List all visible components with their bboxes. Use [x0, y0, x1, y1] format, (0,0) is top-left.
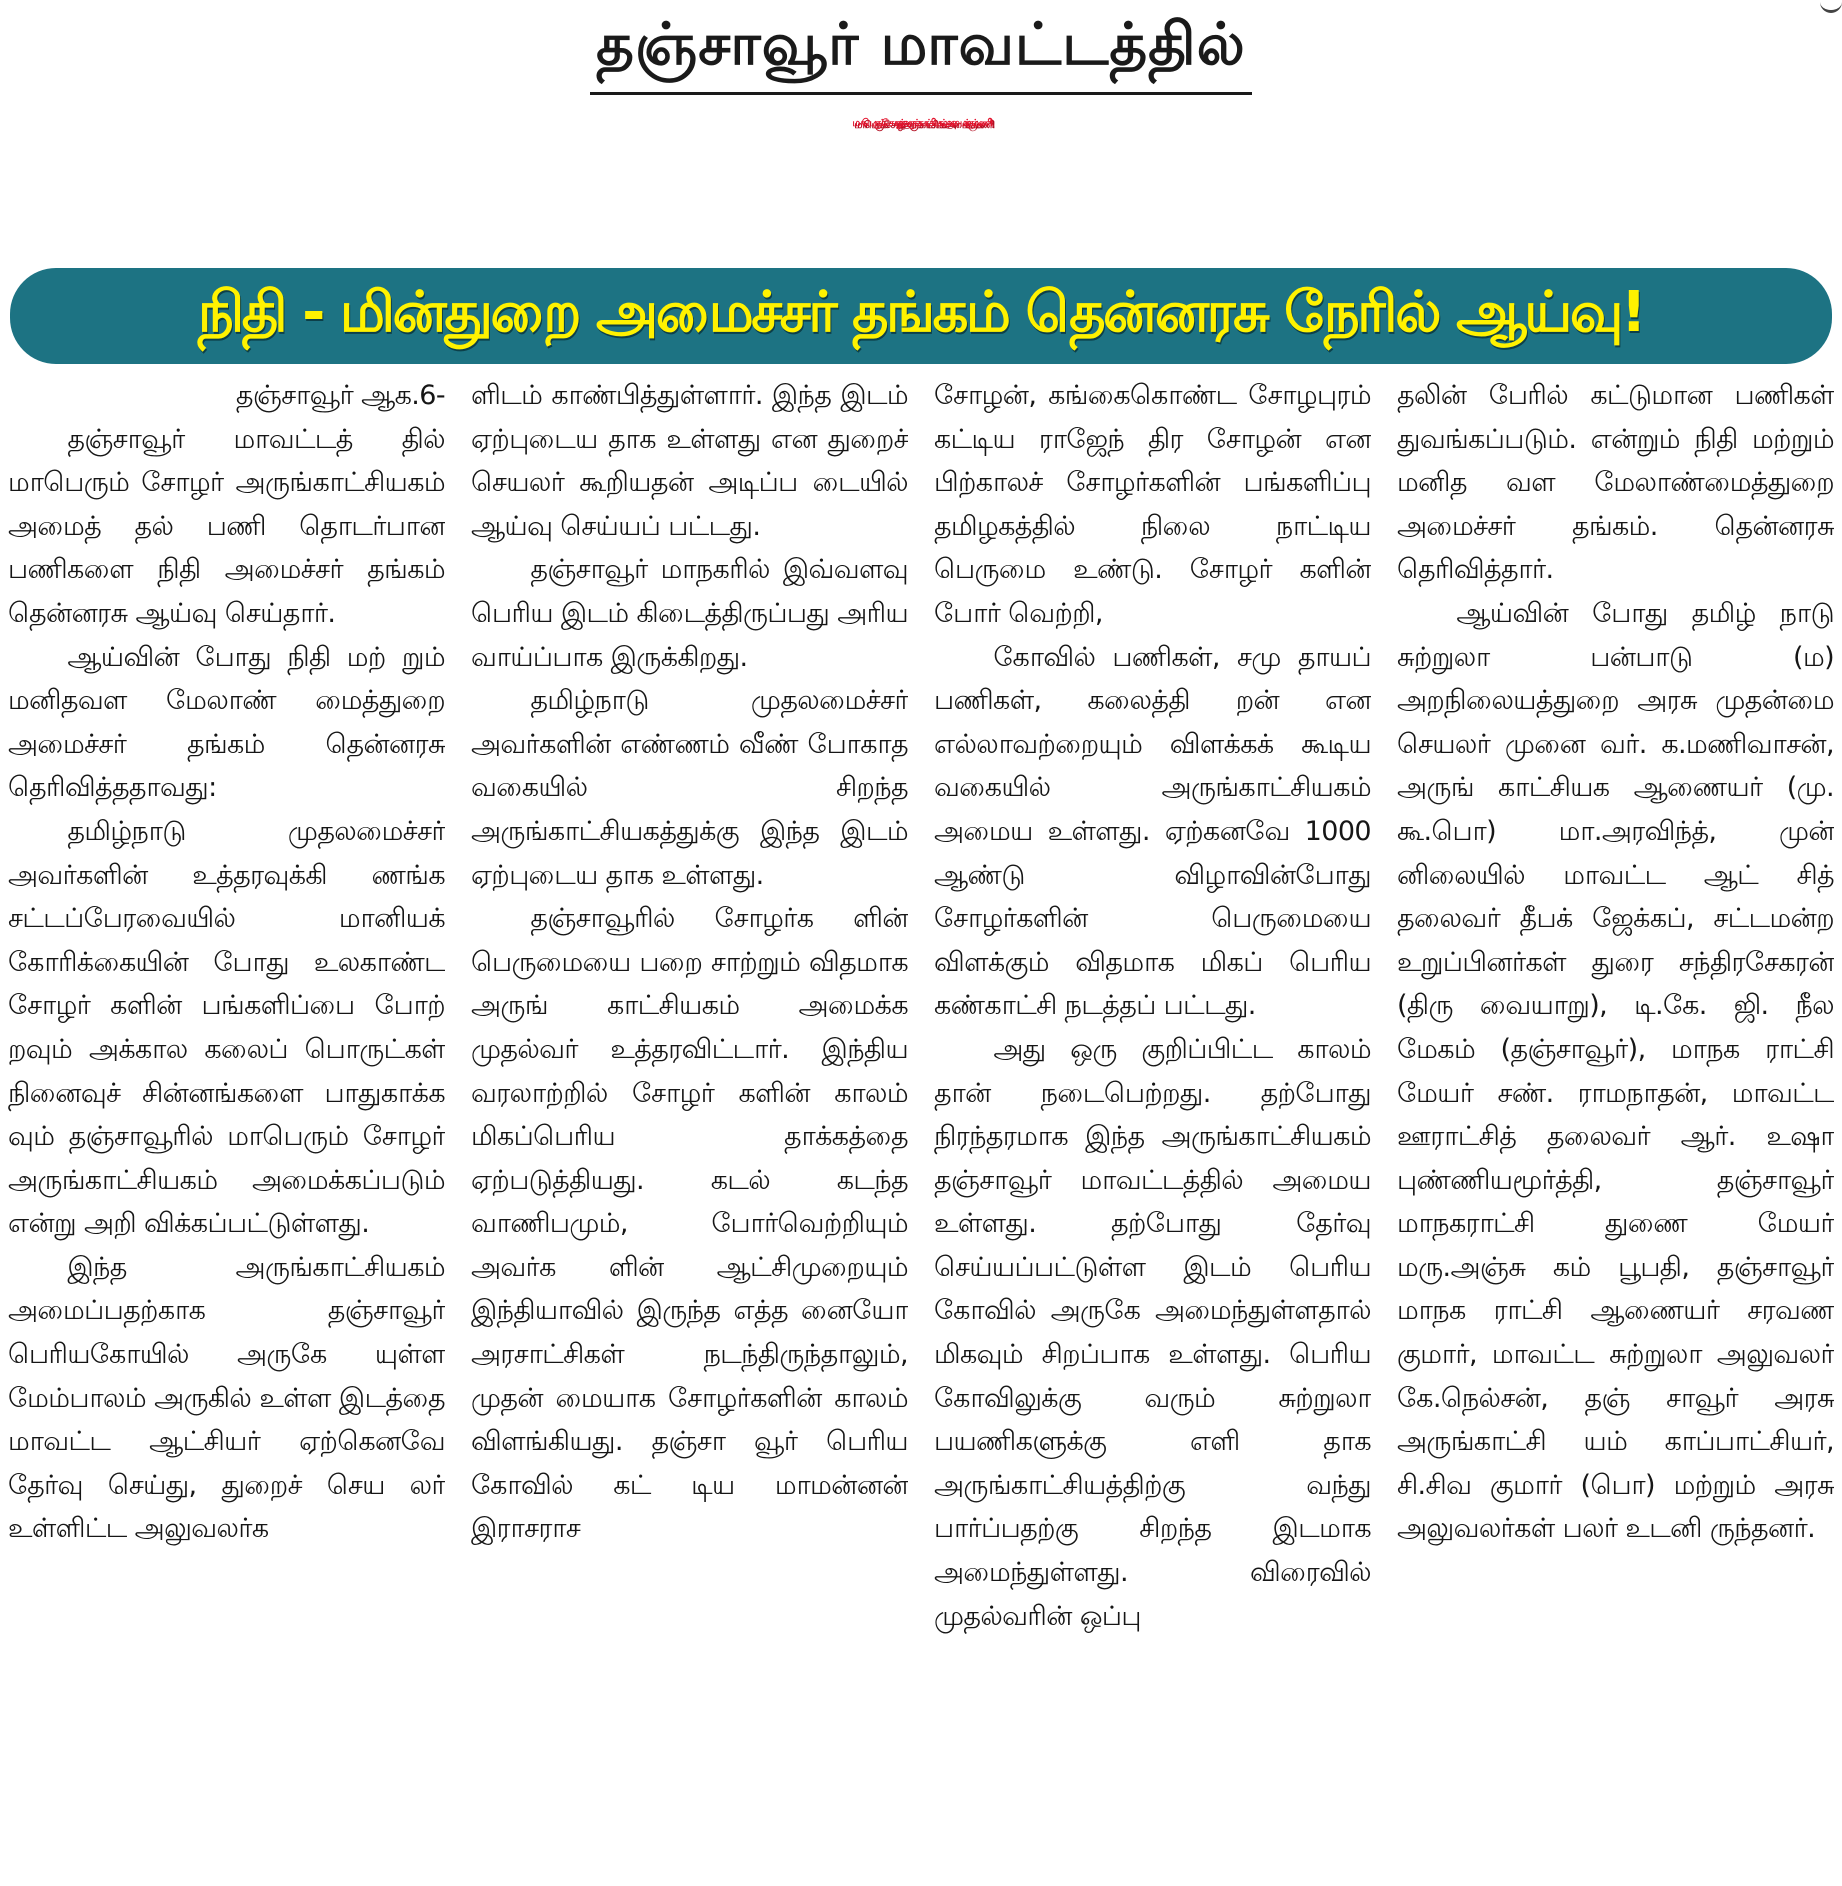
paragraph: தமிழ்நாடு முதலமைச்சர் அவர்களின் உத்தரவுக்கி ணங்க சட்டப்பேரவையில் மானியக் கோரிக்கையின் போது உலகாண்ட சோழர் களின் பங்களிப்பை போற் றவும் அக்கால கலைப் பொருட்கள் நினைவுச் சின்னங்களை பாதுகாக்க வும் தஞ்சாவூரில் மாபெரும் சோழர் அருங்காட்சியகம் அமைக்கப்படும் என்று அறி விக்கப்பட்டுள்ளது. — [8, 815, 445, 1240]
paragraph: தஞ்சாவூர் மாநகரில் இவ்வளவு பெரிய இடம் கிடைத்திருப்பது அரிய வாய்ப்பாக இருக்கிறது. — [471, 554, 908, 673]
subheadline-banner — [10, 268, 1832, 364]
paragraph: ஆய்வின் போது நிதி மற் றும் மனிதவள மேலாண் மைத்துறை அமைச்சர் தங்கம் தென்னரசு தெரிவித்ததாவது: — [8, 641, 445, 804]
paragraph: தஞ்சாவூர் மாவட்டத் தில் மாபெரும் சோழர் அருங்காட்சியகம் அமைத் தல் பணி தொடர்பான பணிகளை நிதி அமைச்சர் தங்கம் தென்னரசு ஆய்வு செய்தார். — [8, 423, 445, 629]
paragraph: அது ஒரு குறிப்பிட்ட காலம் தான் நடைபெற்றது. தற்போது நிரந்தரமாக இந்த அருங்காட்சியகம் தஞ்சாவூர் மாவட்டத்தில் அமைய உள்ளது. தற்போது தேர்வு செய்யப்பட்டுள்ள இடம் பெரிய கோவில் அருகே அமைந்துள்ளதால் மிகவும் சிறப்பாக உள்ளது. பெரிய கோவிலுக்கு வரும் சுற்றுலா பயணிகளுக்கு எளி தாக அருங்காட்சியத்திற்கு வந்து பார்ப்பதற்கு சிறந்த இடமாக அமைந்துள்ளது. விரைவில் முதல்வரின் ஒப்பு — [934, 1033, 1371, 1632]
article-body — [8, 374, 1834, 1880]
kicker-text: தஞ்சாவூர் மாவட்டத்தில் — [590, 10, 1252, 95]
paragraph: தஞ்சாவூரில் சோழர்க ளின் பெருமையை பறை சாற்றும் விதமாக அருங் காட்சியகம் அமைக்க முதல்வர் உத்தரவிட்டார். இந்திய வரலாற்றில் சோழர் களின் காலம் மிகப்பெரிய தாக்கத்தை ஏற்படுத்தியது. கடல் கடந்த வாணிபமும், போர்வெற்றியும் அவர்க ளின் ஆட்சிமுறையும் இந்தியாவில் இருந்த எத்த னையோ அரசாட்சிகள் நடந்திருந்தாலும், முதன் மையாக சோழர்களின் காலம் விளங்கியது. தஞ்சா வூர் பெரிய கோவில் கட் டிய மாமன்னன் இராசராச — [471, 903, 908, 1545]
paragraph-continued: ளிடம் காண்பித்துள்ளார். இந்த இடம் ஏற்புடைய தாக உள்ளது என துறைச் செயலர் கூறியதன் அடிப்ப டையில் ஆய்வு செய்யப் பட்டது. — [471, 380, 908, 542]
article-column-4 — [1397, 374, 1834, 1880]
main-headline: மாபெரும் சோழர் அருங்காட்சியகம் அமைக்கும் பணி! — [852, 118, 990, 129]
paragraph-continued: தலின் பேரில் கட்டுமான பணிகள் துவங்கப்படும். என்றும் நிதி மற்றும் மனித வள மேலாண்மைத்துறை அமைச்சர் தங்கம். தென்னரசு தெரிவித்தார். — [1397, 380, 1834, 586]
paragraph: ஆய்வின் போது தமிழ் நாடு சுற்றுலா பன்பாடு (ம) அறநிலையத்துறை அரசு முதன்மை செயலர் முனை வர். க.மணிவாசன், அருங் காட்சியக ஆணையர் (மு. கூ.பொ) மா.அரவிந்த், முன் னிலையில் மாவட்ட ஆட் சித் தலைவர் தீபக் ஜேக்கப், சட்டமன்ற உறுப்பினர்கள் துரை சந்திரசேகரன் (திரு வையாறு), டி.கே. ஜி. நீல மேகம் (தஞ்சாவூர்), மாநக ராட்சி மேயர் சண். ராமநாதன், மாவட்ட ஊராட்சித் தலைவர் ஆர். உஷா புண்ணியமூர்த்தி, தஞ்சாவூர் மாநகராட்சி துணை மேயர் மரு.அஞ்சு கம் பூபதி, தஞ்சாவூர் மாநக ராட்சி ஆணையர் சரவண குமார், மாவட்ட சுற்றுலா அலுவலர் கே.நெல்சன், தஞ் சாவூர் அரசு அருங்காட்சி யம் காப்பாட்சியர், சி.சிவ குமார் (பொ) மற்றும் அரசு அலுவலர்கள் பலர் உடனி ருந்தனர். — [1397, 597, 1834, 1545]
paragraph: இந்த அருங்காட்சியகம் அமைப்பதற்காக தஞ்சாவூர் பெரியகோயில் அருகே யுள்ள மேம்பாலம் அருகில் உள்ள இடத்தை மாவட்ட ஆட்சியர் ஏற்கெனவே தேர்வு செய்து, துறைச் செய லர் உள்ளிட்ட அலுவலர்க — [8, 1251, 445, 1545]
article-column-1 — [8, 374, 445, 1880]
subheadline-text: நிதி - மின்துறை அமைச்சர் தங்கம் தென்னரசு நேரில் ஆய்வு! — [197, 280, 1645, 345]
article-column-2 — [471, 374, 908, 1880]
paragraph-continued: சோழன், கங்கைகொண்ட சோழபுரம் கட்டிய ராஜேந் திர சோழன் என பிற்காலச் சோழர்களின் பங்களிப்பு தமிழகத்தில் நிலை நாட்டிய பெருமை உண்டு. சோழர் களின் போர் வெற்றி, — [934, 380, 1371, 629]
kicker-heading — [0, 10, 1842, 95]
article-column-3 — [934, 374, 1371, 1880]
dateline: தஞ்சாவூர் ஆக.6- — [235, 380, 445, 411]
paragraph: கோவில் பணிகள், சமு தாயப் பணிகள், கலைத்தி றன் என எல்லாவற்றையும் விளக்கக் கூடிய வகையில் அருங்காட்சியகம் அமைய உள்ளது. ஏற்கனவே 1000 ஆண்டு விழாவின்போது சோழர்களின் பெருமையை விளக்கும் விதமாக மிகப் பெரிய கண்காட்சி நடத்தப் பட்டது. — [934, 641, 1371, 1022]
paragraph: தமிழ்நாடு முதலமைச்சர் அவர்களின் எண்ணம் வீண் போகாத வகையில் சிறந்த அருங்காட்சியகத்துக்கு இந்த இடம் ஏற்புடைய தாக உள்ளது. — [471, 685, 908, 891]
